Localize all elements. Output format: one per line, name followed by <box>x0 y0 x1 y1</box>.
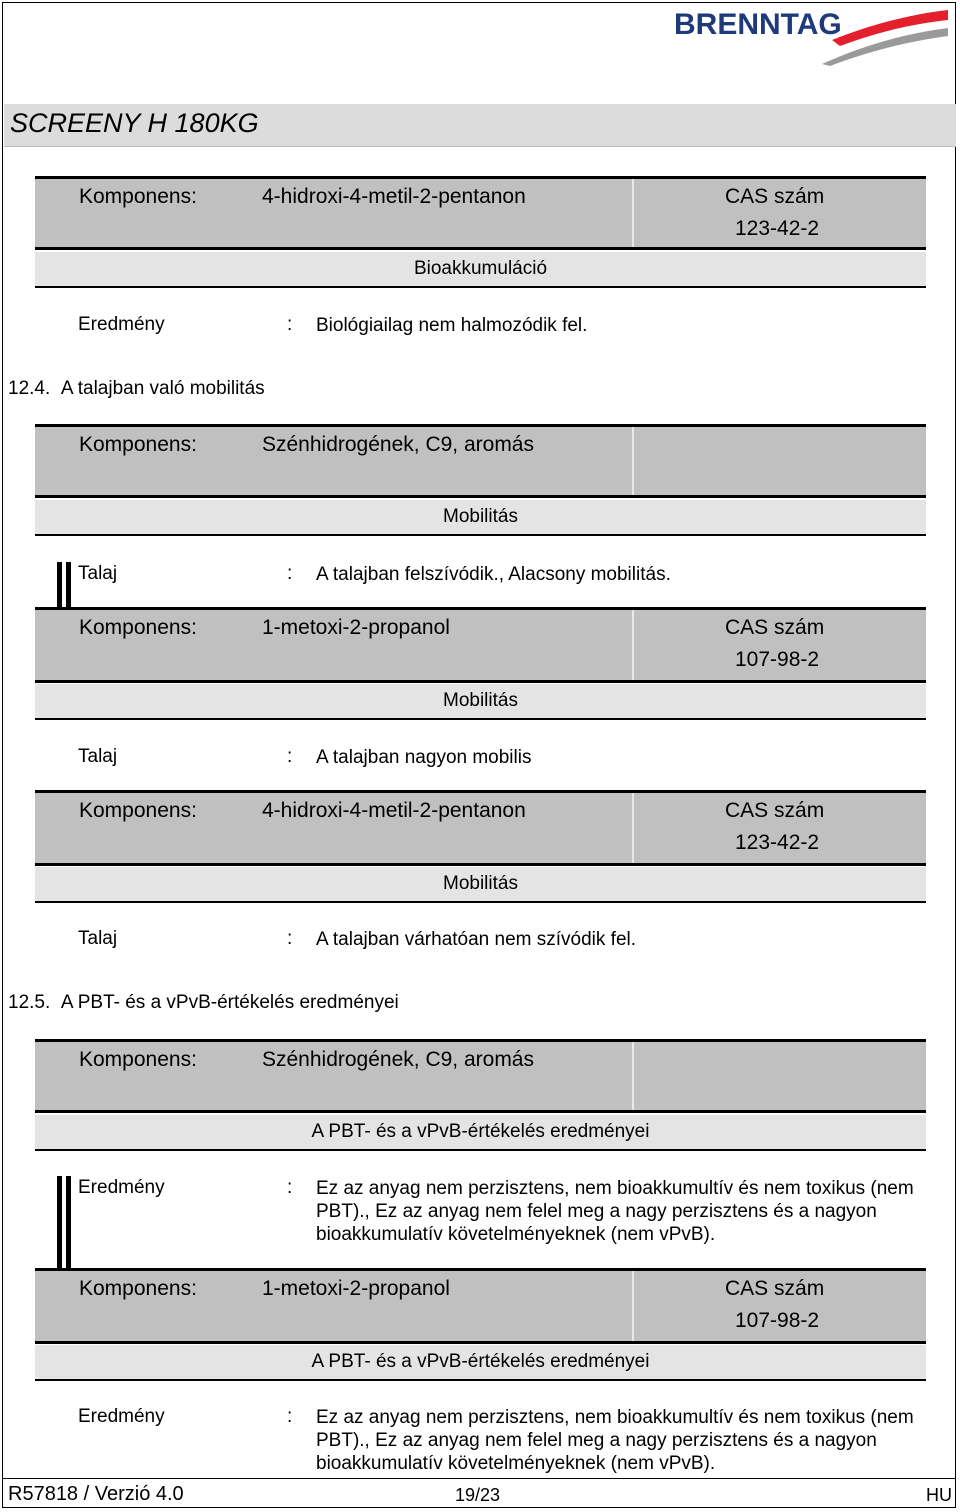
logo-wordmark: BRENNTAG <box>674 8 842 41</box>
cas-number: 123-42-2 <box>735 217 820 240</box>
cas-label: CAS szám <box>725 799 825 822</box>
column-divider <box>632 793 634 863</box>
colon: : <box>287 563 293 584</box>
property-header: Bioakkumuláció <box>35 252 926 288</box>
property-header: Mobilitás <box>35 684 926 720</box>
soil-value: A talajban nagyon mobilis <box>316 747 532 768</box>
property-header: Mobilitás <box>35 867 926 903</box>
cas-label: CAS szám <box>725 616 825 639</box>
brenntag-logo <box>672 6 950 66</box>
column-divider <box>632 427 634 495</box>
cas-label: CAS szám <box>725 185 825 208</box>
column-divider <box>632 1271 634 1341</box>
colon: : <box>287 928 293 949</box>
cas-label: CAS szám <box>725 1277 825 1300</box>
change-bar <box>66 562 71 608</box>
footer-divider <box>2 1478 956 1479</box>
result-label: Eredmény <box>78 1406 165 1427</box>
component-header <box>35 607 926 683</box>
result-value: Biológiailag nem halmozódik fel. <box>316 315 588 336</box>
component-name: 4-hidroxi-4-metil-2-pentanon <box>262 799 526 822</box>
component-name: 1-metoxi-2-propanol <box>262 616 450 639</box>
component-name: 1-metoxi-2-propanol <box>262 1277 450 1300</box>
cas-number: 123-42-2 <box>735 831 820 854</box>
soil-label: Talaj <box>78 746 118 767</box>
cas-number: 107-98-2 <box>735 648 820 671</box>
result-label: Eredmény <box>78 1177 165 1198</box>
section-heading: 12.4. A talajban való mobilitás <box>8 378 265 399</box>
component-header <box>35 424 926 498</box>
language-code: HU <box>926 1485 952 1505</box>
brenntag-logo-graphic <box>672 6 950 66</box>
soil-value: A talajban várhatóan nem szívódik fel. <box>316 929 637 950</box>
section-heading: 12.5. A PBT- és a vPvB-értékelés eredményei <box>8 992 399 1013</box>
soil-label: Talaj <box>78 563 118 584</box>
change-bar <box>57 562 62 608</box>
column-divider <box>632 610 634 680</box>
colon: : <box>287 1406 293 1427</box>
colon: : <box>287 746 293 767</box>
property-header: A PBT- és a vPvB-értékelés eredményei <box>35 1345 926 1381</box>
component-label: Komponens: <box>79 616 197 639</box>
result-value: Ez az anyag nem perzisztens, nem bioakkumultív és nem toxikus (nem PBT)., Ez az anyag nem felel meg a nagy perzisztens és a nagyon bioakkumulatív követelményeknek (nem vPvB). <box>316 1178 914 1245</box>
component-header <box>35 176 926 250</box>
document-reference: R57818 / Verzió 4.0 <box>8 1483 184 1505</box>
column-divider <box>632 1042 634 1110</box>
soil-label: Talaj <box>78 928 118 949</box>
result-label: Eredmény <box>78 314 165 335</box>
component-name: Szénhidrogének, C9, aromás <box>262 433 534 456</box>
product-title: SCREENY H 180KG <box>10 108 259 138</box>
change-bar <box>57 1176 62 1268</box>
property-header: A PBT- és a vPvB-értékelés eredményei <box>35 1115 926 1151</box>
page-number: 19/23 <box>455 1485 501 1505</box>
property-header: Mobilitás <box>35 500 926 536</box>
component-label: Komponens: <box>79 1277 197 1300</box>
colon: : <box>287 314 293 335</box>
change-bar <box>66 1176 71 1268</box>
component-header <box>35 1268 926 1344</box>
result-value: Ez az anyag nem perzisztens, nem bioakkumultív és nem toxikus (nem PBT)., Ez az anyag nem felel meg a nagy perzisztens és a nagyon bioakkumulatív követelményeknek (nem vPvB). <box>316 1407 914 1474</box>
column-divider <box>632 179 634 247</box>
component-label: Komponens: <box>79 1048 197 1071</box>
component-header <box>35 790 926 866</box>
component-name: 4-hidroxi-4-metil-2-pentanon <box>262 185 526 208</box>
component-label: Komponens: <box>79 799 197 822</box>
component-label: Komponens: <box>79 185 197 208</box>
title-bar <box>4 104 956 147</box>
soil-value: A talajban felszívódik., Alacsony mobilitás. <box>316 564 671 585</box>
cas-number: 107-98-2 <box>735 1309 820 1332</box>
colon: : <box>287 1177 293 1198</box>
component-label: Komponens: <box>79 433 197 456</box>
component-name: Szénhidrogének, C9, aromás <box>262 1048 534 1071</box>
component-header <box>35 1039 926 1113</box>
